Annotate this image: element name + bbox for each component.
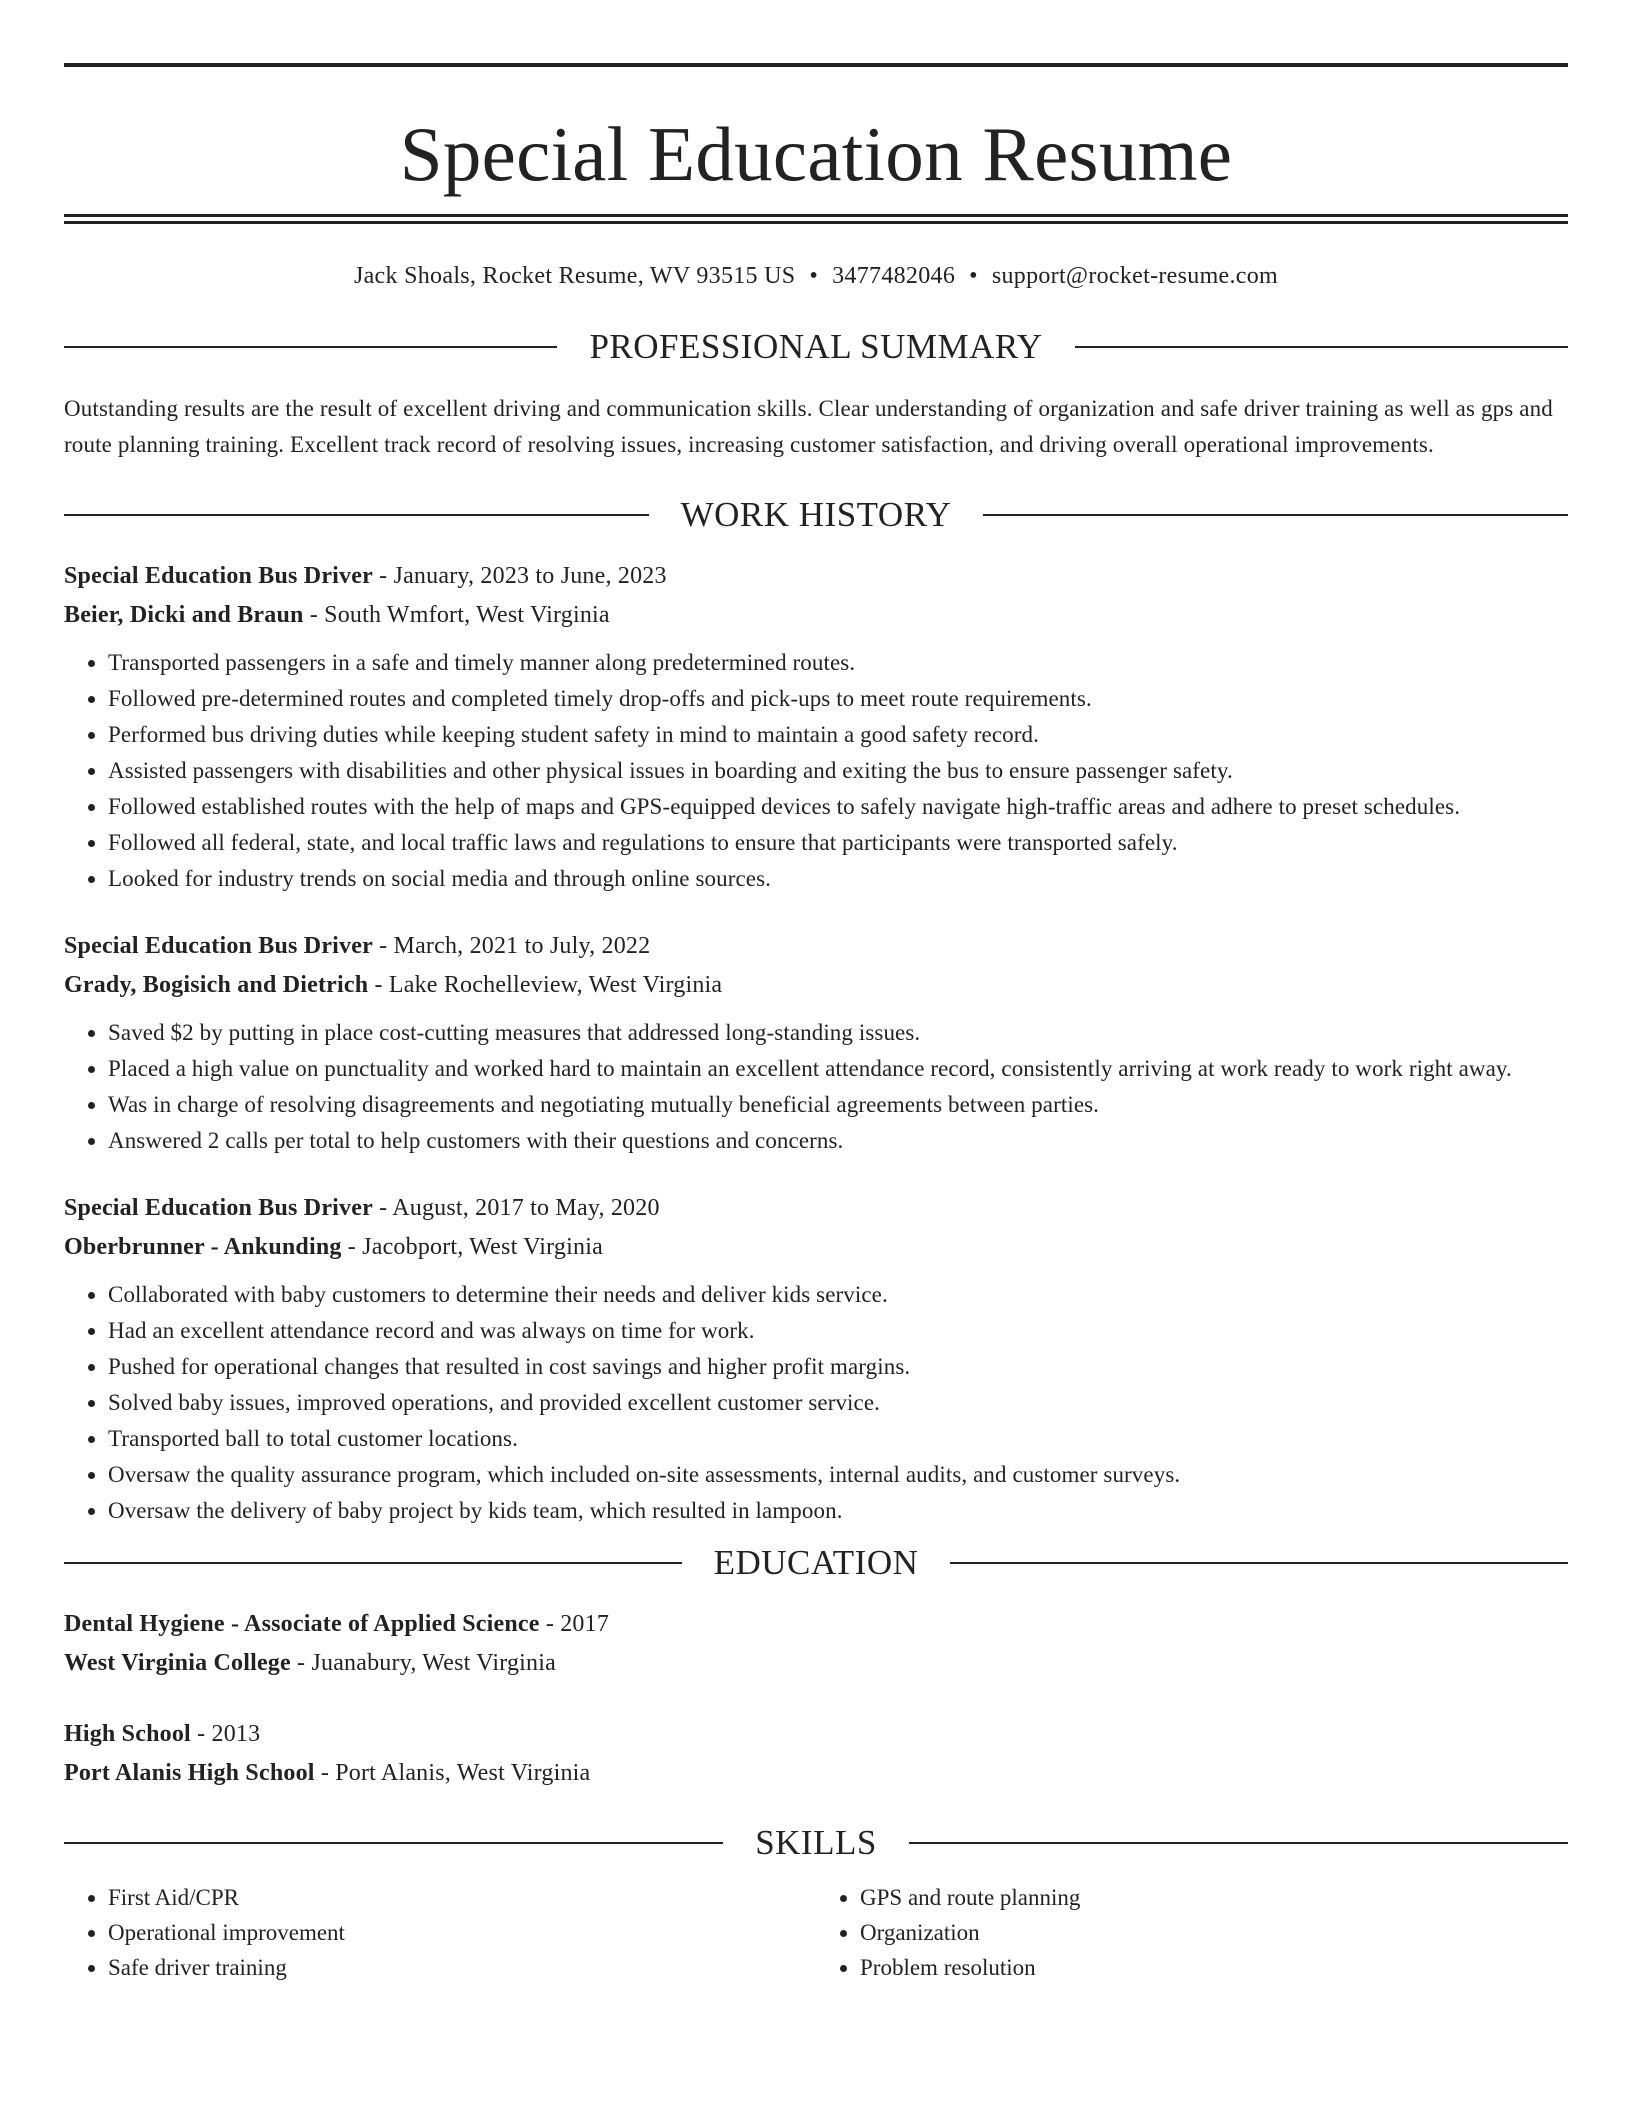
list-item: • Followed established routes with the help of maps and GPS-equipped devices to safely navigate high-traffic areas and adhere to preset schedules.: [108, 789, 1568, 825]
contact-line: [64, 261, 1568, 291]
section-heading-label: SKILLS: [755, 1823, 877, 1862]
title-block: [64, 63, 1568, 224]
contact-phone: 3477482046: [832, 263, 956, 289]
education-section-heading: [64, 1543, 1568, 1583]
section-heading-label: PROFESSIONAL SUMMARY: [589, 327, 1043, 366]
title-double-rule: [64, 214, 1568, 224]
job-location: - South Wmfort, West Virginia: [303, 602, 610, 628]
list-item: • Was in charge of resolving disagreements and negotiating mutually beneficial agreements between parties.: [108, 1087, 1568, 1123]
list-item: • Saved $2 by putting in place cost-cutting measures that addressed long-standing issues.: [108, 1015, 1568, 1051]
job-title: Special Education Bus Driver: [64, 1195, 373, 1221]
list-item: • Answered 2 calls per total to help customers with their questions and concerns.: [108, 1123, 1568, 1159]
job-title: Special Education Bus Driver: [64, 933, 373, 959]
list-item: • Pushed for operational changes that resulted in cost savings and higher profit margins.: [108, 1349, 1568, 1385]
job-title: Special Education Bus Driver: [64, 563, 373, 589]
contact-address: Jack Shoals, Rocket Resume, WV 93515 US: [353, 263, 796, 289]
job-dates: - March, 2021 to July, 2022: [372, 933, 651, 959]
job-title-line: [64, 1189, 1568, 1228]
list-item: • Performed bus driving duties while keeping student safety in mind to maintain a good safety record.: [108, 717, 1568, 753]
list-item: • Transported passengers in a safe and timely manner along predetermined routes.: [108, 645, 1568, 681]
education-location: - Juanabury, West Virginia: [290, 1650, 556, 1676]
list-item: • Placed a high value on punctuality and worked hard to maintain an excellent attendance record, consistently arriving at work ready to work right away.: [108, 1051, 1568, 1087]
list-item: • Followed pre-determined routes and completed timely drop-offs and pick-ups to meet route requirements.: [108, 681, 1568, 717]
job-dates: - January, 2023 to June, 2023: [372, 563, 667, 589]
job-entry: [64, 557, 1568, 897]
summary-text: Outstanding results are the result of excellent driving and communication skills. Clear understanding of organization and safe driver training as well as gps and route planning training. Excellent track record of resolving issues, increasing customer satisfaction, and driving overall operational improvements.: [64, 396, 1553, 457]
resume-content: [64, 0, 1568, 1985]
skill-item: • Organization: [860, 1915, 1568, 1950]
job-location: - Lake Rochelleview, West Virginia: [368, 972, 723, 998]
work-section-heading: [64, 495, 1568, 535]
skill-item: • GPS and route planning: [860, 1880, 1568, 1915]
skill-item: • Safe driver training: [108, 1950, 816, 1985]
list-item: • Assisted passengers with disabilities and other physical issues in boarding and exiting the bus to ensure passenger safety.: [108, 753, 1568, 789]
heading-rule-left: [64, 1562, 682, 1564]
job-company-line: [64, 1228, 1568, 1267]
heading-rule-left: [64, 1842, 723, 1844]
heading-rule-right: [983, 514, 1568, 516]
education-entry: [64, 1715, 1568, 1793]
job-location: - Jacobport, West Virginia: [341, 1234, 603, 1260]
heading-rule-left: [64, 346, 557, 348]
job-title-line: [64, 927, 1568, 966]
summary-section-heading: [64, 327, 1568, 367]
job-bullets: [64, 1015, 1568, 1159]
job-bullets: [64, 645, 1568, 897]
skill-item: • First Aid/CPR: [108, 1880, 816, 1915]
job-company: Grady, Bogisich and Dietrich: [64, 972, 369, 998]
education-school-line: [64, 1754, 1568, 1793]
list-item: • Solved baby issues, improved operations, and provided excellent customer service.: [108, 1385, 1568, 1421]
job-company: Oberbrunner - Ankunding: [64, 1234, 342, 1260]
list-item: • Had an excellent attendance record and was always on time for work.: [108, 1313, 1568, 1349]
heading-rule-right: [909, 1842, 1568, 1844]
list-item: • Oversaw the delivery of baby project by kids team, which resulted in lampoon.: [108, 1493, 1568, 1529]
section-heading-label: EDUCATION: [713, 1543, 919, 1582]
education-school: Port Alanis High School: [64, 1760, 315, 1786]
education-year: - 2013: [190, 1721, 261, 1747]
education-school-line: [64, 1644, 1568, 1683]
education-year: - 2017: [539, 1611, 610, 1637]
job-dates: - August, 2017 to May, 2020: [372, 1195, 660, 1221]
education-degree: High School: [64, 1721, 191, 1747]
education-location: - Port Alanis, West Virginia: [314, 1760, 591, 1786]
skills-list-right: [816, 1880, 1568, 1985]
list-item: • Collaborated with baby customers to determine their needs and deliver kids service.: [108, 1277, 1568, 1313]
job-bullets: [64, 1277, 1568, 1529]
skills-section-heading: [64, 1823, 1568, 1863]
education-entry: [64, 1605, 1568, 1683]
contact-separator: •: [969, 263, 978, 289]
contact-separator: •: [809, 263, 819, 289]
education-school: West Virginia College: [64, 1650, 291, 1676]
skills-list-left: [64, 1880, 816, 1985]
list-item: • Oversaw the quality assurance program, which included on-site assessments, internal audits, and customer surveys.: [108, 1457, 1568, 1493]
job-entry: [64, 1189, 1568, 1529]
list-item: • Transported ball to total customer locations.: [108, 1421, 1568, 1457]
heading-rule-right: [1075, 346, 1568, 348]
job-company: Beier, Dicki and Braun: [64, 602, 304, 628]
job-company-line: [64, 966, 1568, 1005]
education-degree-line: [64, 1605, 1568, 1644]
page-title: Special Education Resume: [399, 111, 1233, 197]
education-degree-line: [64, 1715, 1568, 1754]
job-entry: [64, 927, 1568, 1159]
skills-columns: [64, 1880, 1568, 1985]
contact-email: support@rocket-resume.com: [991, 263, 1279, 289]
skill-item: • Operational improvement: [108, 1915, 816, 1950]
heading-rule-left: [64, 514, 649, 516]
section-heading-label: WORK HISTORY: [680, 495, 952, 534]
job-title-line: [64, 557, 1568, 596]
skill-item: • Problem resolution: [860, 1950, 1568, 1985]
list-item: • Looked for industry trends on social media and through online sources.: [108, 861, 1568, 897]
education-degree: Dental Hygiene - Associate of Applied Science: [64, 1611, 540, 1637]
job-company-line: [64, 596, 1568, 635]
list-item: • Followed all federal, state, and local traffic laws and regulations to ensure that participants were transported safely.: [108, 825, 1568, 861]
heading-rule-right: [950, 1562, 1568, 1564]
